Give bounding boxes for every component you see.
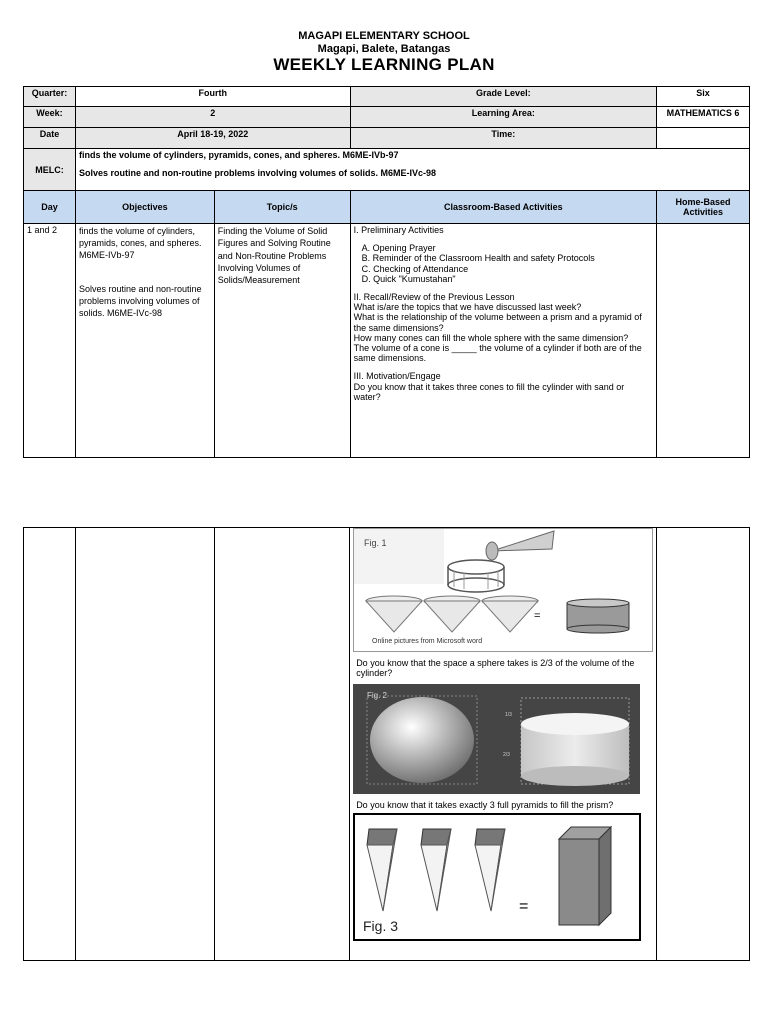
objective-1: finds the volume of cylinders, pyramids, cones, and spheres. M6ME-IVb-97	[78, 226, 202, 260]
activity-d: D. Quick "Kumustahan"	[361, 273, 456, 284]
figure-1-drawing	[354, 529, 652, 651]
figure-3-drawing	[355, 815, 639, 939]
activities-figures-cell	[350, 528, 657, 961]
grade-level-value: Six	[657, 87, 750, 107]
pyramid-question: Do you know that it takes exactly 3 full pyramids to fill the prism?	[356, 800, 614, 810]
cone-icon-1	[366, 596, 422, 632]
prism-icon	[559, 827, 611, 925]
learning-plan-table-continued	[23, 527, 750, 961]
quarter-label: Quarter:	[24, 87, 76, 107]
figure-1-label: Fig. 1	[364, 538, 387, 548]
document-title: WEEKLY LEARNING PLAN	[273, 55, 495, 74]
melc-item-1: finds the volume of cylinders, pyramids, cones, and spheres. M6ME-IVb-97	[78, 150, 399, 160]
figure-2-top-fraction: 1/3	[505, 712, 513, 718]
figure-1-equals: =	[534, 610, 541, 622]
figure-3-label: Fig. 3	[363, 918, 399, 934]
home-activities-cell-continued	[657, 528, 750, 961]
col-classroom-activities: Classroom-Based Activities	[350, 191, 656, 224]
learning-area-value: MATHEMATICS 6	[657, 107, 750, 128]
activity-a: A. Opening Prayer	[361, 243, 436, 254]
col-objectives: Objectives	[75, 191, 214, 224]
recall-question-3: How many cones can fill the whole sphere with the same dimension?	[353, 332, 629, 343]
figure-2	[353, 684, 640, 794]
activity-b: B. Reminder of the Classroom Health and safety Protocols	[361, 253, 595, 264]
time-label: Time:	[350, 128, 656, 149]
col-day: Day	[24, 191, 76, 224]
figure-2-bottom-fraction: 2/3	[503, 752, 511, 758]
figure-3-equals: =	[519, 898, 529, 915]
melc-item-2: Solves routine and non-routine problems involving volumes of solids. M6ME-IVc-98	[78, 168, 437, 178]
home-activities-cell	[657, 224, 750, 458]
school-name: MAGAPI ELEMENTARY SCHOOL	[298, 30, 470, 42]
cone-icon-2	[424, 596, 480, 632]
week-label: Week:	[24, 107, 76, 128]
figure-2-label: Fig. 2	[367, 691, 388, 700]
col-home-activities: Home-Based Activities	[657, 191, 750, 224]
topic-cell: Finding the Volume of Solid Figures and Solving Routine and Non-Routine Problems Involving Volumes of Solids/Measurement	[214, 224, 350, 458]
week-value: 2	[75, 107, 350, 128]
cylinder-icon	[567, 599, 629, 633]
cylinder-with-cone-icon	[448, 531, 554, 592]
activity-c: C. Checking of Attendance	[361, 263, 469, 274]
day-cell: 1 and 2	[24, 224, 76, 458]
date-value: April 18-19, 2022	[75, 128, 350, 149]
objective-2: Solves routine and non-routine problems involving volumes of solids. M6ME-IVc-98	[78, 284, 202, 318]
pyramid-icon-3	[475, 829, 505, 911]
recall-question-4: The volume of a cone is _____ the volume of a cylinder if both are of the same dimensions.	[353, 343, 642, 364]
learning-plan-table	[23, 86, 750, 458]
melc-content	[75, 149, 749, 191]
recall-question-2: What is the relationship of the volume between a prism and a pyramid of the same dimensions?	[353, 312, 642, 333]
figure-2-drawing	[353, 684, 640, 794]
grade-level-label: Grade Level:	[350, 87, 656, 107]
pyramid-icon-1	[367, 829, 397, 911]
day-cell-continued	[24, 528, 76, 961]
topic-cell-continued	[214, 528, 350, 961]
melc-label: MELC:	[24, 149, 76, 191]
pyramid-icon-2	[421, 829, 451, 911]
school-location: Magapi, Balete, Batangas	[317, 43, 451, 55]
recall-question-1: What is/are the topics that we have discussed last week?	[353, 302, 582, 313]
motivation-heading: III. Motivation/Engage	[353, 371, 441, 382]
col-topics: Topic/s	[214, 191, 350, 224]
cone-icon-3	[482, 596, 541, 632]
figure-1	[353, 528, 653, 652]
motivation-question: Do you know that it takes three cones to fill the cylinder with sand or water?	[353, 381, 625, 402]
date-label: Date	[24, 128, 76, 149]
objectives-cell	[75, 224, 214, 458]
figure-3	[353, 813, 641, 941]
learning-area-label: Learning Area:	[350, 107, 656, 128]
activities-cell	[350, 224, 656, 458]
figure-1-credit: Online pictures from Microsoft word	[372, 638, 483, 645]
sphere-question: Do you know that the space a sphere takes is 2/3 of the volume of the cylinder?	[356, 658, 635, 678]
recall-heading: II. Recall/Review of the Previous Lesson	[353, 292, 515, 303]
preliminary-heading: I. Preliminary Activities	[353, 225, 444, 235]
quarter-value: Fourth	[75, 87, 350, 107]
time-value	[657, 128, 750, 149]
objectives-cell-continued	[75, 528, 214, 961]
